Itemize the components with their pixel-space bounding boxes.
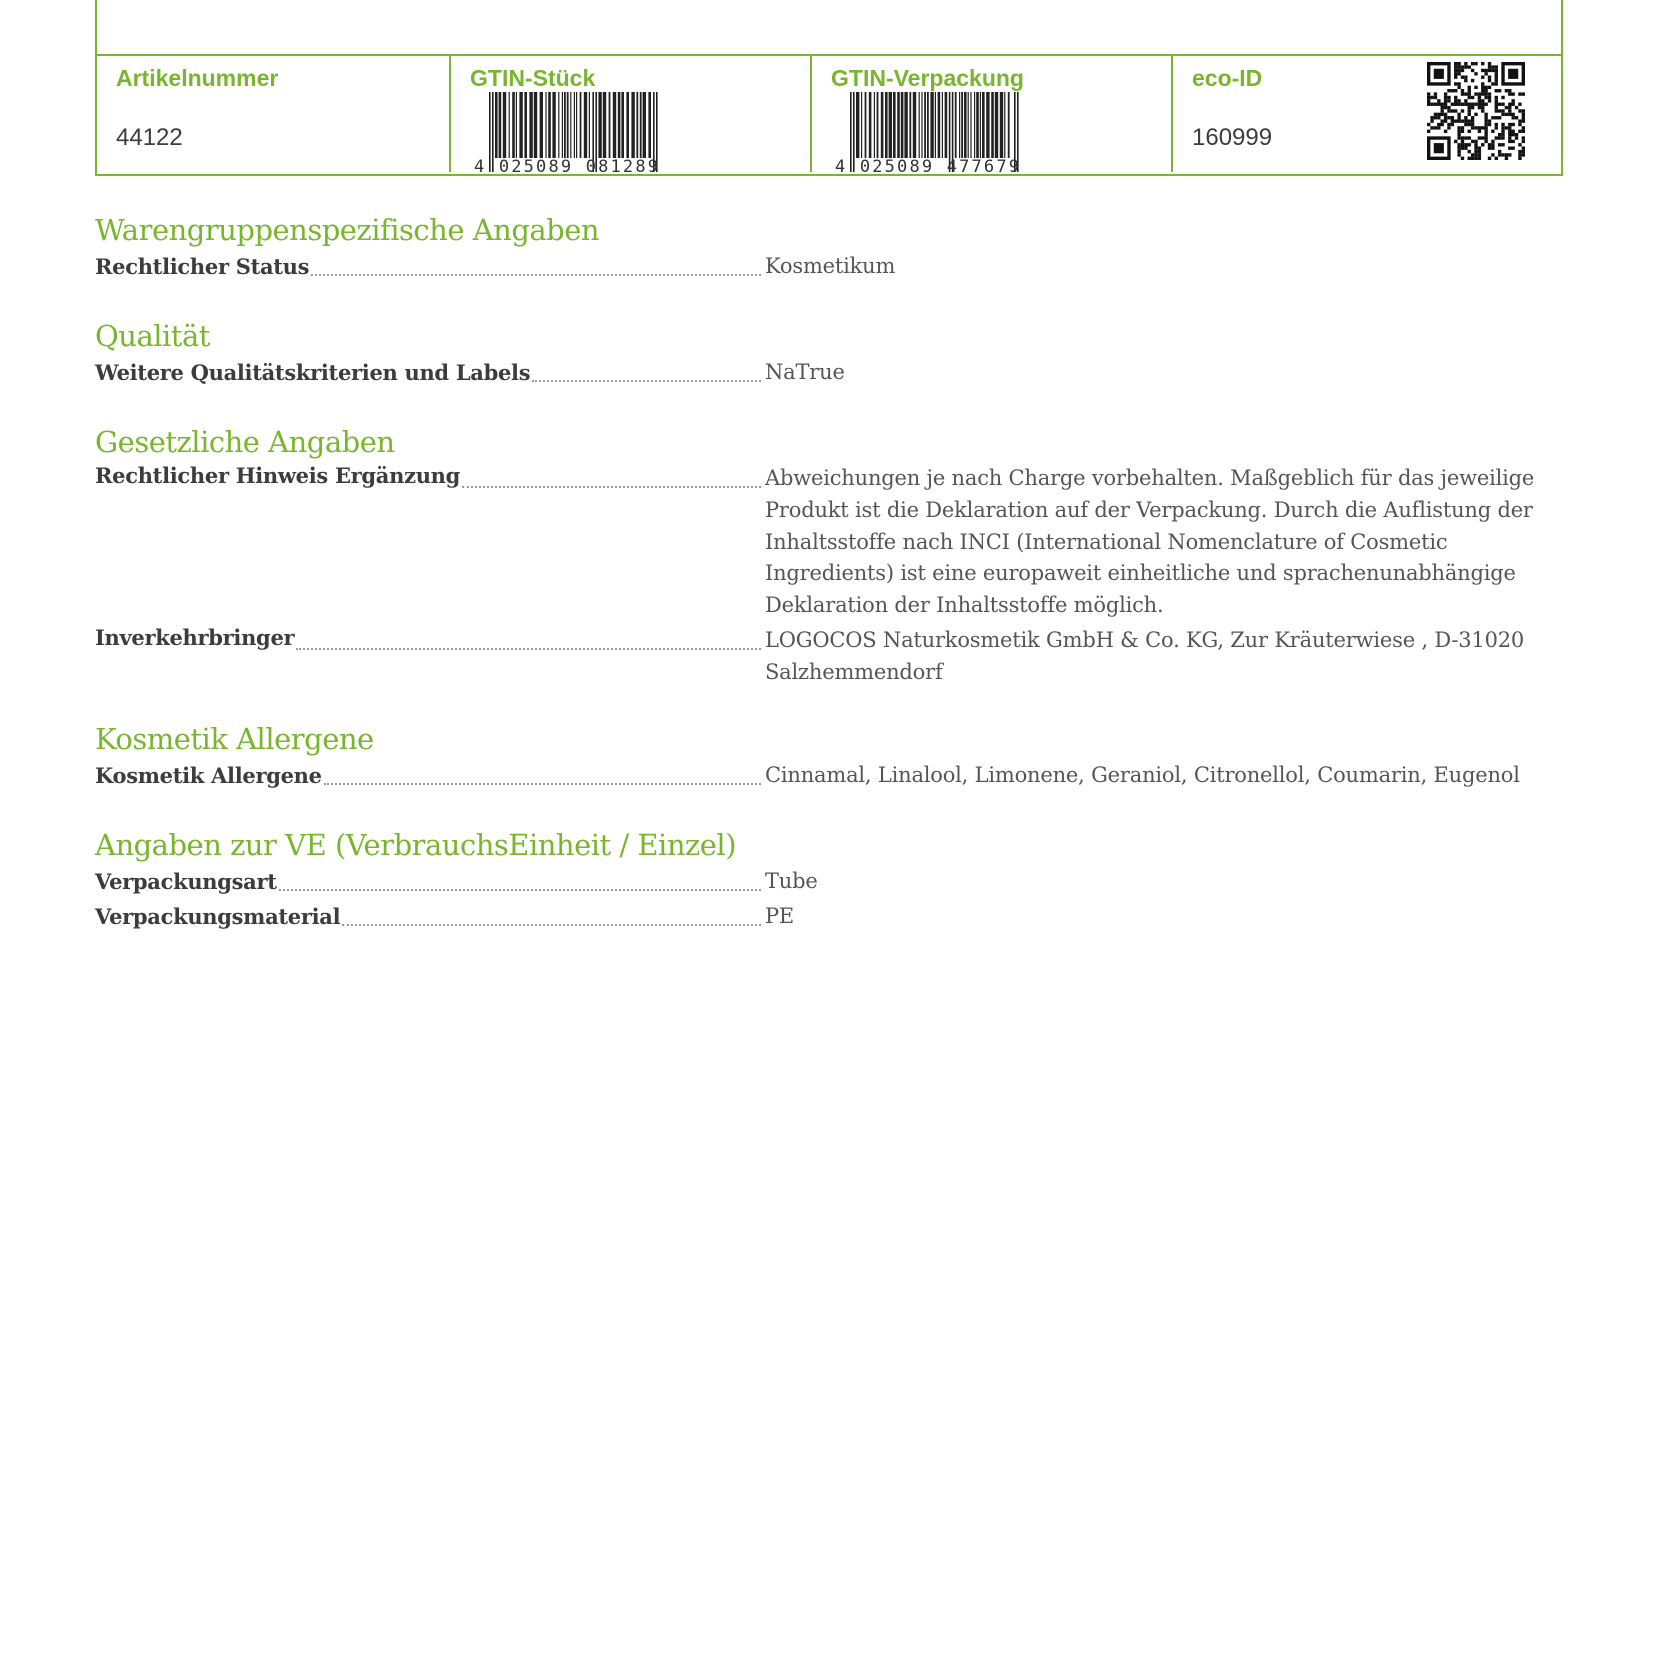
section-title: Gesetzliche Angaben <box>95 425 395 459</box>
gtin-stueck-label: GTIN-Stück <box>470 65 596 91</box>
row-value: LOGOCOS Naturkosmetik GmbH & Co. KG, Zur Kräuterwiese , D-31020 Salzhemmendorf <box>765 627 1525 684</box>
table-row <box>95 248 1563 283</box>
gtin-stueck-cell <box>451 56 812 172</box>
section-title: Qualität <box>95 319 210 353</box>
table-row <box>95 757 1563 792</box>
row-value: Tube <box>765 869 818 893</box>
row-key <box>95 898 765 933</box>
gtin-verpackung-label: GTIN-Verpackung <box>831 65 1024 91</box>
section-warengruppenspezifische-angaben <box>95 212 1563 283</box>
artikelnummer-label: Artikelnummer <box>116 65 279 91</box>
row-key-text: Rechtlicher Status <box>95 251 310 283</box>
dot-leader <box>342 923 761 926</box>
row-key <box>95 354 765 389</box>
gtin-stueck-barcode <box>471 90 661 174</box>
table-row <box>95 354 1563 389</box>
section-angaben-zur-ve <box>95 827 1563 933</box>
gtin-stueck-barcode-text: 4 025089 081289 <box>474 157 658 174</box>
row-key <box>95 757 765 792</box>
section-title: Warengruppenspezifische Angaben <box>95 213 600 247</box>
row-key <box>95 460 765 622</box>
section-title: Kosmetik Allergene <box>95 722 374 756</box>
section-title: Angaben zur VE (VerbrauchsEinheit / Einzel) <box>95 828 737 862</box>
section-kosmetik-allergene <box>95 721 1563 792</box>
row-value: NaTrue <box>765 360 845 384</box>
eco-id-label: eco-ID <box>1192 65 1263 91</box>
row-key <box>95 622 765 689</box>
row-key-text: Rechtlicher Hinweis Ergänzung <box>95 460 461 492</box>
gtin-verpackung-cell <box>812 56 1173 172</box>
artikelnummer-cell <box>97 56 451 172</box>
section-gesetzliche-angaben <box>95 424 1563 689</box>
eco-id-qr-code[interactable] <box>1427 62 1525 160</box>
row-key-text: Kosmetik Allergene <box>95 760 323 792</box>
section-qualitaet <box>95 318 1563 389</box>
row-key-text: Verpackungsmaterial <box>95 901 341 933</box>
dot-leader <box>296 647 761 650</box>
row-key-text: Inverkehrbringer <box>95 622 295 654</box>
dot-leader <box>462 485 761 488</box>
eco-id-cell <box>1173 56 1561 172</box>
row-value: PE <box>765 903 795 928</box>
table-row <box>95 898 1563 933</box>
product-id-row <box>97 54 1561 176</box>
artikelnummer-value: 44122 <box>116 124 183 151</box>
dot-leader <box>279 888 761 891</box>
row-value: Cinnamal, Linalool, Limonene, Geraniol, Citronellol, Coumarin, Eugenol <box>765 763 1520 787</box>
row-key <box>95 248 765 283</box>
gtin-verpackung-barcode-text: 4 025089 477679 <box>835 157 1019 174</box>
dot-leader <box>311 273 761 276</box>
dot-leader <box>324 782 761 785</box>
product-id-table <box>95 0 1563 176</box>
eco-id-value: 160999 <box>1192 124 1273 151</box>
dot-leader <box>532 379 761 382</box>
table-row <box>95 460 1563 622</box>
table-row <box>95 622 1563 689</box>
gtin-verpackung-barcode <box>832 90 1022 174</box>
row-value: Kosmetikum <box>765 254 896 278</box>
row-key <box>95 863 765 898</box>
row-key-text: Verpackungsart <box>95 866 278 898</box>
row-key-text: Weitere Qualitätskriterien und Labels <box>95 357 531 389</box>
table-row <box>95 863 1563 898</box>
row-value: Abweichungen je nach Charge vorbehalten. Maßgeblich für das jeweilige Produkt ist die Deklaration auf der Verpackung. Durch die Auflistung der Inhaltsstoffe nach INCI (International Nomenclature of Cosmetic Ingredients) ist eine europaweit einheitliche und sprachenunabhängige Deklaration der Inhaltsstoffe möglich. <box>765 466 1535 618</box>
